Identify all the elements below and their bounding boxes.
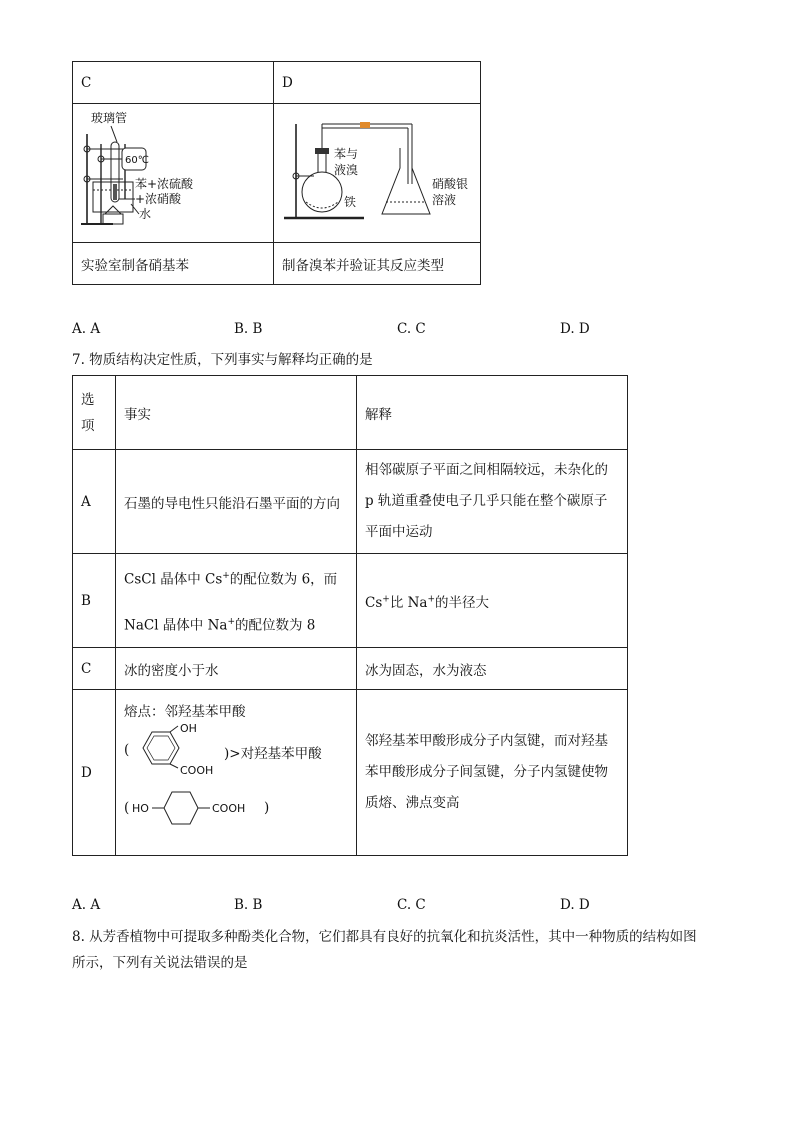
q7-stem: 7. 物质结构决定性质，下列事实与解释均正确的是: [72, 352, 373, 368]
q7-option-c[interactable]: C. C: [397, 897, 426, 913]
q6-figure-c-cell: [73, 104, 274, 243]
q6-desc-c: 实验室制备硝基苯: [73, 243, 274, 285]
label-benzene-and: 苯与: [334, 147, 359, 161]
label-benzene-sulfuric: 苯+浓硫酸: [135, 177, 194, 191]
q6-option-a[interactable]: A. A: [72, 321, 101, 337]
svg-text:HO: HO: [132, 802, 149, 815]
label-silver-nitrate: 硝酸银: [432, 177, 469, 191]
table-row: [73, 450, 628, 554]
q6-figure-d-cell: [274, 104, 481, 243]
q6-option-b[interactable]: B. B: [234, 321, 263, 337]
q7-header-fact: 事实: [116, 376, 357, 450]
q7-table: [72, 375, 628, 856]
label-nitric-acid: +浓硝酸: [135, 192, 182, 206]
q8-stem: 8. 从芳香植物中可提取多种酚类化合物，它们都具有良好的抗氧化和抗炎活性，其中一种物质的结构如图 所示，下列有关说法错误的是: [72, 929, 697, 971]
label-iron: 铁: [344, 195, 357, 209]
q7-option-a[interactable]: A. A: [72, 897, 101, 913]
q6-option-d[interactable]: D. D: [560, 321, 590, 337]
q7-row-b-fact: CsCl 晶体中 Cs+的配位数为 6，而 NaCl 晶体中 Na+的配位数为 8: [116, 554, 357, 648]
q6-desc-d: 制备溴苯并验证其反应类型: [274, 243, 481, 285]
q7-header-explain: 解释: [357, 376, 628, 450]
q6-option-c[interactable]: C. C: [397, 321, 426, 337]
q7-row-d-explain: 邻羟基苯甲酸形成分子内氢键，而对羟基 苯甲酸形成分子间氢键，分子内氢键使物 质熔、沸点变高: [357, 690, 628, 856]
table-row: [73, 554, 628, 648]
label-liquid-bromine: 液溴: [334, 163, 359, 177]
nitration-apparatus-figure: [73, 104, 273, 238]
para-hydroxybenzoic-acid-structure: [132, 788, 262, 826]
q7-row-a-fact: 石墨的导电性只能沿石墨平面的方向: [116, 450, 357, 554]
ortho-hydroxybenzoic-acid-structure: [130, 722, 230, 780]
label-temperature: 60℃: [125, 155, 149, 166]
q6-options: [72, 321, 632, 341]
svg-text:OH: OH: [180, 722, 197, 735]
q7-row-a-opt: A: [73, 450, 116, 554]
q7-row-b-explain: Cs+比 Na+的半径大: [357, 554, 628, 648]
q7-option-b[interactable]: B. B: [234, 897, 263, 913]
q7-row-c-explain: 冰为固态，水为液态: [357, 648, 628, 690]
q7-row-d-fact: 熔点：邻羟基苯甲酸 ( OH COOH )>对羟基苯甲酸 ( HO COOH ): [116, 690, 357, 856]
q7-row-b-opt: B: [73, 554, 116, 648]
label-solution: 溶液: [432, 193, 457, 207]
svg-text:COOH: COOH: [212, 802, 246, 815]
q6-table: [72, 61, 481, 285]
q7-row-d-opt: D: [73, 690, 116, 856]
bromobenzene-apparatus-figure: [274, 104, 480, 238]
table-row: [73, 648, 628, 690]
svg-text:COOH: COOH: [180, 764, 214, 777]
q7-row-c-opt: C: [73, 648, 116, 690]
q7-row-c-fact: 冰的密度小于水: [116, 648, 357, 690]
q6-col-c: C: [73, 62, 274, 104]
q7-option-d[interactable]: D. D: [560, 897, 590, 913]
label-water: 水: [139, 207, 152, 221]
q7-row-a-explain: 相邻碳原子平面之间相隔较远，未杂化的 p 轨道重叠使电子几乎只能在整个碳原子 平面中运动: [357, 450, 628, 554]
q6-col-d: D: [274, 62, 481, 104]
q7-header-option: 选 项: [73, 376, 116, 450]
q7-options: [72, 897, 632, 917]
table-row: [73, 690, 628, 856]
label-glass-tube: 玻璃管: [91, 111, 128, 125]
